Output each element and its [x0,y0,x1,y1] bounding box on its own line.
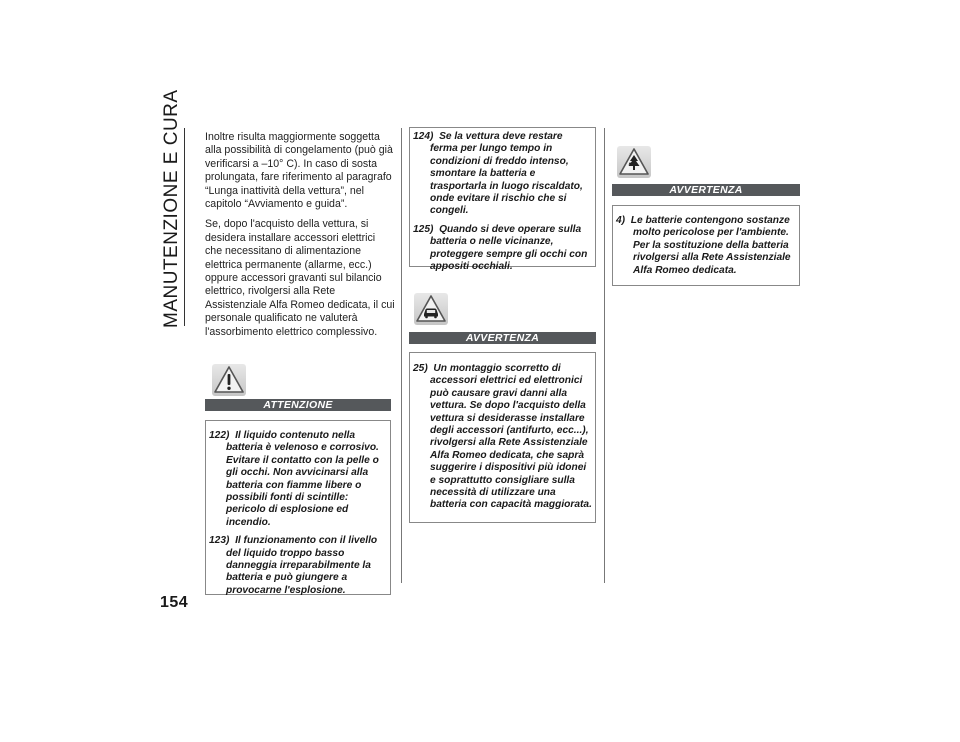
note-item [209,535,387,597]
avvertenza-box [409,352,596,523]
note-item [209,430,387,529]
note-text: Quando si deve operare sulla batteria o nelle vicinanze, proteggere sempre gli occhi con appositi occhiali. [430,223,588,273]
continued-box [409,127,596,273]
attenzione-header: ATTENZIONE [205,399,391,411]
note-number: 124) [413,131,434,142]
attenzione-box [205,420,391,595]
note-number: 122) [209,430,230,441]
avvertenza-header: AVVERTENZA [409,332,596,344]
note-item [413,224,592,274]
avvertenza-box [612,205,800,286]
note-number: 25) [413,363,428,374]
note-text: Le batterie contengono sostanze molto pericolose per l'ambiente. Per la sostituzione della batteria rivolgersi alla Rete Assistenziale Alfa Romeo dedicata. [630,215,791,276]
tree-environment-icon [617,146,651,178]
body-text [205,131,395,346]
note-number: 123) [209,535,230,547]
note-number: 125) [413,223,434,235]
note-text: Il funzionamento con il livello del liquido troppo basso danneggia irreparabilmente la batteria e può giungere a provocarne l'esplosione. [226,535,378,596]
exclamation-warning-icon [212,364,246,396]
column-divider [401,128,402,583]
chapter-divider [184,128,185,326]
note-text: Se la vettura deve restare ferma per lungo tempo in condizioni di freddo intenso, smontare la batteria e trasportarla in luogo riscaldato, onde evitare il rischio che si congeli. [430,131,583,217]
page-number: 154 [160,594,189,611]
body-paragraph: Se, dopo l'acquisto della vettura, si desidera installare accessori elettrici che necessitano di alimentazione elettrica permanente (allarme, ecc.) oppure accessori gravanti sul bilancio elettrico, rivolgersi alla Rete Assistenziale Alfa Romeo dedicata, il cui personale qualificato ne valuterà l'assorbimento elettrico complessivo. [205,218,395,338]
note-text: Un montaggio scorretto di accessori elettrici ed elettronici può causare gravi danni alla vettura. Se dopo l'acquisto della vettura si desiderasse installare degli accessori (antifurto, ecc...), rivolgersi alla Rete Assistenziale Alfa Romeo dedicata, che saprà suggerire i dispositivi più idonei e soprattutto consigliare sulla necessità di utilizzare una batteria con capacità maggiorata. [430,363,592,511]
note-text: Il liquido contenuto nella batteria è velenoso e corrosivo. Evitare il contatto con la pelle o gli occhi. Non avvicinarsi alla batteria con fiamme libere o possibili fonti di scintille: pericolo di esplosione ed incendio. [226,430,379,528]
note-item [413,131,592,218]
column-divider [604,128,605,583]
note-item [616,215,796,277]
note-number: 4) [616,215,626,226]
note-item [413,363,592,512]
car-warning-icon [414,293,448,325]
body-paragraph: Inoltre risulta maggiormente soggetta alla possibilità di congelamento (può già verificarsi a –10° C). In caso di sosta prolungata, fare riferimento al paragrafo “Lunga inattività della vettura”, nel capitolo “Avviamento e guida”. [205,131,393,211]
avvertenza-header: AVVERTENZA [612,184,800,196]
chapter-title: MANUTENZIONE E CURA [161,89,182,328]
